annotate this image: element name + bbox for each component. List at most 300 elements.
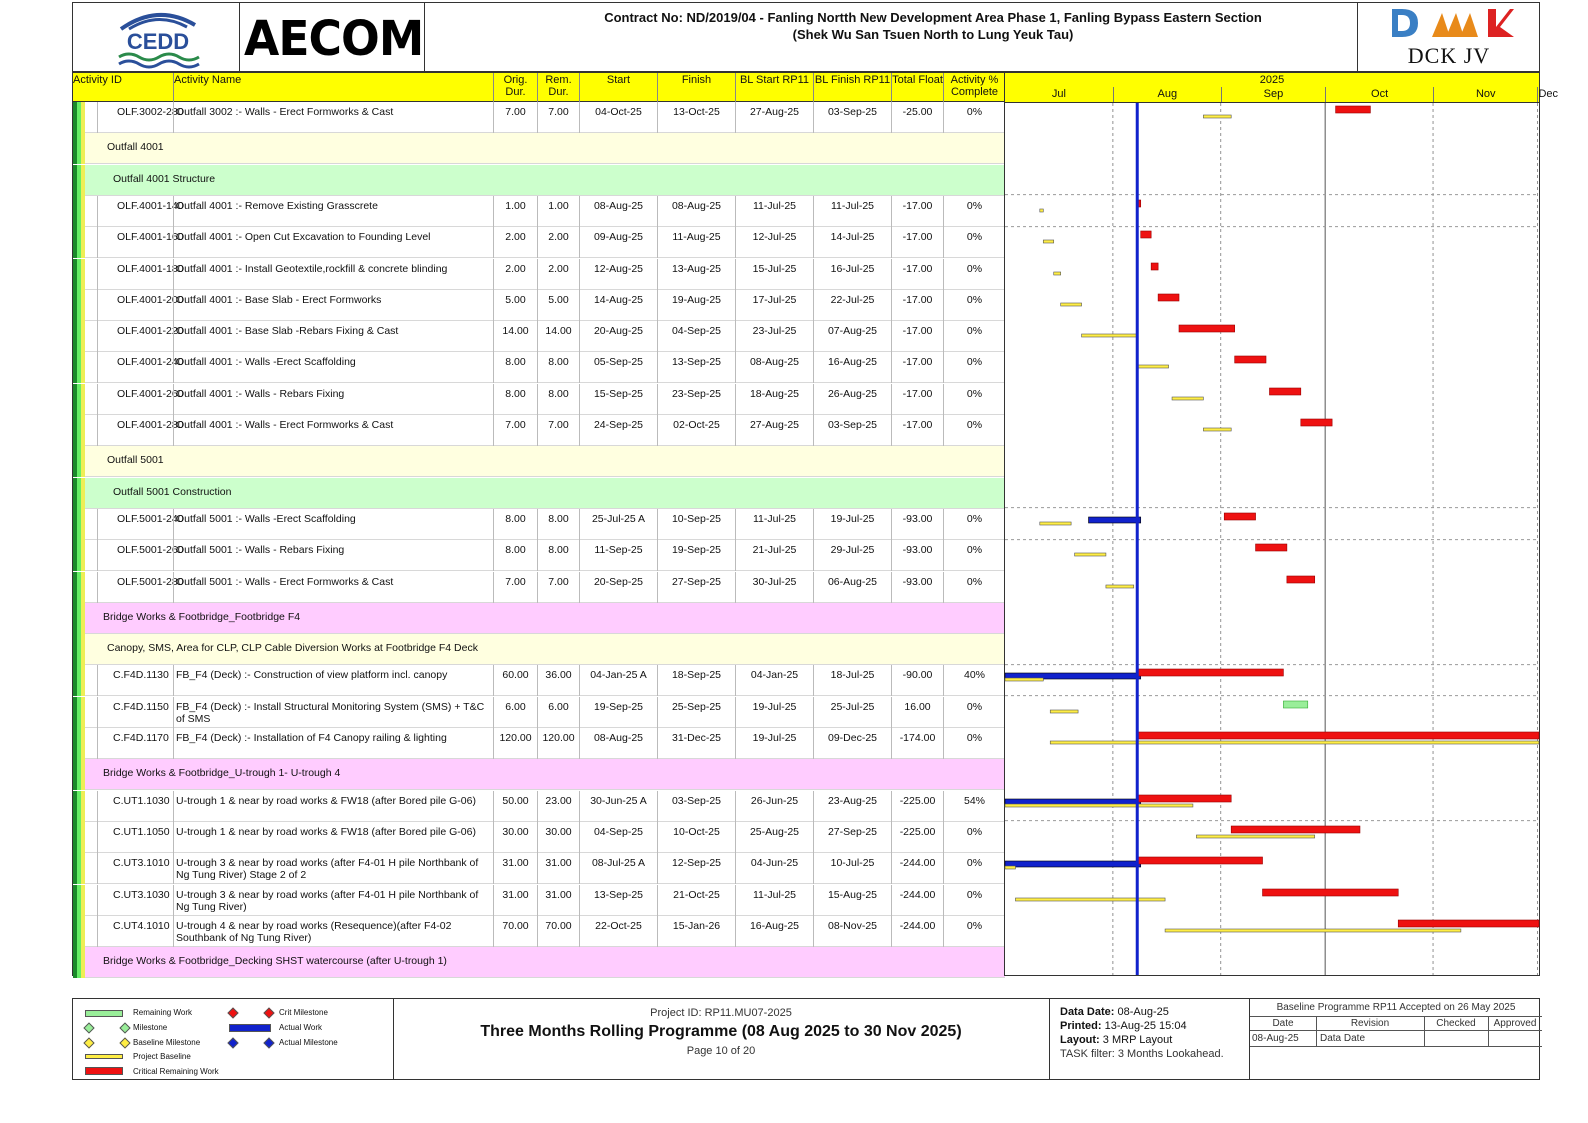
column-divider: [943, 572, 944, 603]
column-divider: [537, 791, 538, 822]
column-divider: [943, 196, 944, 227]
column-divider: [943, 290, 944, 321]
column-divider: [943, 540, 944, 571]
cell-bl-finish: 15-Aug-25: [827, 889, 878, 901]
gantt-critical-bar[interactable]: [1301, 419, 1332, 426]
wbs-level-stripe: [81, 227, 85, 258]
printed-value: 13-Aug-25 15:04: [1104, 1020, 1187, 1032]
cell-bl-finish: 22-Jul-25: [830, 294, 875, 306]
wbs-band-label: Outfall 5001 Construction: [113, 486, 232, 498]
gantt-critical-bar[interactable]: [1137, 669, 1283, 676]
column-divider: [579, 853, 580, 884]
cell-orig: 8.00: [505, 544, 526, 556]
column-divider: [735, 885, 736, 916]
wbs-level-stripe: [81, 478, 85, 509]
column-divider: [735, 665, 736, 696]
gantt-baseline-bar[interactable]: [1050, 710, 1078, 713]
cell-bl-start: 18-Aug-25: [749, 388, 800, 400]
column-divider: [97, 227, 98, 258]
cell-rem: 31.00: [545, 889, 572, 901]
column-divider: [657, 572, 658, 603]
column-divider: [657, 853, 658, 884]
column-divider: [173, 916, 174, 947]
col-activity-id[interactable]: Activity ID: [73, 74, 122, 86]
column-divider: [579, 196, 580, 227]
cell-pct: 0%: [966, 732, 983, 744]
legend-milestone-icon: [83, 1022, 94, 1033]
column-divider: [943, 791, 944, 822]
gantt-baseline-bar[interactable]: [1196, 835, 1314, 838]
cell-start: 25-Jul-25 A: [591, 513, 646, 525]
cell-rem: 36.00: [545, 669, 572, 681]
gantt-baseline-bar[interactable]: [1137, 365, 1168, 368]
column-divider: [579, 697, 580, 728]
wbs-band-label: Outfall 5001: [107, 454, 164, 466]
gantt-critical-bar[interactable]: [1179, 325, 1235, 332]
column-divider: [493, 791, 494, 822]
column-divider: [813, 728, 814, 759]
dck-logo: [1388, 5, 1516, 41]
column-divider: [657, 916, 658, 947]
gantt-baseline-bar[interactable]: [1075, 553, 1106, 556]
footer: [72, 998, 1540, 1080]
wbs-level-stripe: [81, 415, 85, 446]
table-row[interactable]: [73, 791, 1005, 822]
gantt-baseline-bar[interactable]: [1040, 209, 1043, 212]
column-divider: [173, 509, 174, 540]
table-row[interactable]: [73, 321, 1005, 352]
cell-rem: 6.00: [548, 701, 569, 713]
cell-bl-finish: 08-Nov-25: [827, 920, 878, 932]
cell-start: 11-Sep-25: [594, 544, 643, 556]
wbs-band-row[interactable]: [73, 603, 1005, 634]
cell-start: 19-Sep-25: [593, 701, 644, 713]
column-divider: [537, 916, 538, 947]
col-start[interactable]: Start: [579, 73, 657, 102]
cell-orig: 31.00: [502, 889, 529, 901]
col-pct-complete[interactable]: Activity % Complete: [943, 73, 1005, 102]
column-divider: [657, 384, 658, 415]
wbs-level-stripe: [81, 133, 85, 164]
column-divider: [493, 665, 494, 696]
column-divider: [97, 697, 98, 728]
table-row[interactable]: [73, 853, 1005, 884]
gantt-critical-bar[interactable]: [1398, 920, 1539, 927]
table-row[interactable]: [73, 697, 1005, 728]
column-divider: [493, 728, 494, 759]
cell-id: OLF.3002-280: [117, 106, 184, 118]
cell-finish: 11-Aug-25: [672, 231, 721, 243]
table-row[interactable]: [73, 290, 1005, 321]
col-bl-finish[interactable]: BL Finish RP11: [813, 73, 891, 102]
column-divider: [537, 259, 538, 290]
wbs-level-stripe: [81, 916, 85, 947]
gantt-baseline-bar[interactable]: [1172, 397, 1203, 400]
cell-name: U-trough 3 & near by road works (after F4-01 H pile Northbank of Ng Tung River) Stage 2 of 2: [176, 857, 479, 881]
column-divider: [943, 885, 944, 916]
gantt-month-nov: Nov: [1433, 87, 1537, 102]
table-row[interactable]: [73, 822, 1005, 853]
column-divider: [813, 227, 814, 258]
column-divider: [493, 196, 494, 227]
column-divider: [537, 352, 538, 383]
cell-bl-start: 04-Jun-25: [750, 857, 799, 869]
cell-finish: 10-Sep-25: [671, 513, 722, 525]
cell-finish: 03-Sep-25: [671, 795, 722, 807]
wbs-band-row[interactable]: [73, 133, 1005, 164]
gantt-critical-bar[interactable]: [1269, 388, 1300, 395]
column-divider: [537, 540, 538, 571]
gantt-critical-bar[interactable]: [1263, 889, 1399, 896]
wbs-level-stripe: [81, 165, 85, 196]
wbs-band-row[interactable]: [73, 759, 1005, 790]
gantt-critical-bar[interactable]: [1336, 106, 1371, 113]
wbs-level-stripe: [81, 572, 85, 603]
cell-name: Outfall 4001 :- Walls - Rebars Fixing: [176, 388, 345, 400]
gantt-critical-bar[interactable]: [1235, 356, 1266, 363]
gantt-critical-bar[interactable]: [1158, 294, 1179, 301]
column-divider: [579, 916, 580, 947]
cell-id: C.UT3.1030: [113, 889, 170, 901]
gantt-baseline-bar[interactable]: [1005, 804, 1193, 807]
column-divider: [493, 697, 494, 728]
cell-float: -17.00: [902, 231, 933, 243]
table-row[interactable]: [73, 196, 1005, 227]
column-divider: [173, 259, 174, 290]
cell-rem: 7.00: [548, 106, 569, 118]
cell-bl-finish: 16-Aug-25: [827, 356, 878, 368]
wbs-level-stripe: [81, 352, 85, 383]
legend-project-baseline: Project Baseline: [133, 1052, 191, 1061]
table-row[interactable]: [73, 384, 1005, 415]
column-divider: [657, 885, 658, 916]
column-divider: [735, 321, 736, 352]
cell-id: OLF.4001-160: [117, 231, 184, 243]
gantt-baseline-bar[interactable]: [1061, 303, 1082, 306]
gantt-critical-bar[interactable]: [1141, 231, 1151, 238]
gantt-baseline-bar[interactable]: [1005, 866, 1015, 869]
gantt-critical-bar[interactable]: [1256, 544, 1287, 551]
column-divider: [493, 822, 494, 853]
table-row[interactable]: [73, 916, 1005, 947]
col-bl-start[interactable]: BL Start RP11: [735, 73, 813, 102]
cell-float: -17.00: [902, 325, 933, 337]
column-divider: [735, 916, 736, 947]
table-row[interactable]: [73, 509, 1005, 540]
project-id: Project ID: RP11.MU07-2025: [650, 1007, 792, 1019]
gantt-baseline-bar[interactable]: [1043, 240, 1053, 243]
cell-pct: 0%: [966, 106, 983, 118]
table-row[interactable]: [73, 102, 1005, 133]
cell-bl-finish: 11-Jul-25: [831, 200, 874, 212]
cell-name: U-trough 1 & near by road works & FW18 (after Bored pile G-06): [176, 826, 476, 838]
column-divider: [493, 916, 494, 947]
column-divider: [173, 196, 174, 227]
gantt-baseline-bar[interactable]: [1005, 678, 1043, 681]
column-divider: [735, 102, 736, 133]
cell-start: 09-Aug-25: [593, 231, 644, 243]
cedd-logo-text: CEDD: [126, 29, 190, 54]
column-divider: [943, 352, 944, 383]
column-divider: [579, 665, 580, 696]
cell-bl-start: 11-Jul-25: [753, 889, 796, 901]
cell-name: Outfall 5001 :- Walls -Erect Scaffolding: [176, 513, 356, 525]
wbs-band-row[interactable]: [73, 446, 1005, 477]
col-activity-name[interactable]: Activity Name: [173, 73, 493, 102]
cell-finish: 15-Jan-26: [672, 920, 721, 932]
gantt-baseline-bar[interactable]: [1040, 522, 1071, 525]
cell-bl-start: 08-Aug-25: [749, 356, 800, 368]
cell-pct: 0%: [966, 388, 983, 400]
column-divider: [891, 321, 892, 352]
cell-bl-finish: 26-Aug-25: [827, 388, 878, 400]
wbs-level-stripe: [81, 509, 85, 540]
col-finish[interactable]: Finish: [657, 73, 735, 102]
column-divider: [173, 102, 174, 133]
column-divider: [97, 259, 98, 290]
column-divider: [579, 415, 580, 446]
table-row[interactable]: [73, 885, 1005, 916]
cell-id: OLF.5001-260: [117, 544, 184, 556]
column-divider: [173, 853, 174, 884]
column-divider: [173, 540, 174, 571]
wbs-level-stripe: [81, 102, 85, 133]
cell-bl-start: 17-Jul-25: [752, 294, 797, 306]
col-orig-dur[interactable]: Orig. Dur.: [493, 73, 537, 102]
cell-pct: 0%: [966, 826, 983, 838]
wbs-band-label: Bridge Works & Footbridge_Footbridge F4: [103, 611, 301, 623]
wbs-band-row[interactable]: [73, 634, 1005, 665]
table-row[interactable]: [73, 352, 1005, 383]
cell-float: -93.00: [902, 576, 933, 588]
column-divider: [735, 352, 736, 383]
revision-table: [1249, 999, 1542, 1079]
column-divider: [493, 415, 494, 446]
cell-bl-finish: 25-Jul-25: [830, 701, 875, 713]
column-divider: [579, 885, 580, 916]
column-divider: [891, 102, 892, 133]
column-divider: [943, 321, 944, 352]
column-divider: [493, 227, 494, 258]
activity-table: [72, 72, 1004, 976]
baseline-note: Baseline Programme RP11 Accepted on 26 May 2025: [1276, 1002, 1516, 1013]
gantt-baseline-bar[interactable]: [1203, 115, 1231, 118]
wbs-level-stripe: [81, 822, 85, 853]
legend-actual-swatch: [229, 1024, 271, 1032]
gantt-critical-bar[interactable]: [1137, 857, 1262, 864]
cell-float: -93.00: [902, 513, 933, 525]
cell-finish: 31-Dec-25: [671, 732, 722, 744]
column-divider: [173, 665, 174, 696]
column-divider: [813, 885, 814, 916]
wbs-level-stripe: [81, 446, 85, 477]
column-divider: [735, 728, 736, 759]
column-divider: [657, 822, 658, 853]
gantt-baseline-bar[interactable]: [1106, 585, 1134, 588]
column-divider: [813, 791, 814, 822]
cell-bl-start: 11-Jul-25: [753, 200, 796, 212]
cell-bl-start: 23-Jul-25: [752, 325, 797, 337]
column-divider: [891, 728, 892, 759]
cell-bl-start: 21-Jul-25: [752, 544, 797, 556]
cell-orig: 7.00: [505, 106, 526, 118]
gantt-critical-bar[interactable]: [1137, 795, 1231, 802]
cell-finish: 19-Aug-25: [671, 294, 722, 306]
cell-orig: 5.00: [505, 294, 526, 306]
column-divider: [537, 384, 538, 415]
data-date-value: 08-Aug-25: [1117, 1006, 1169, 1018]
gantt-baseline-bar[interactable]: [1082, 334, 1138, 337]
gantt-remaining-bar[interactable]: [1283, 701, 1307, 708]
cell-start: 20-Sep-25: [593, 576, 644, 588]
cell-pct: 0%: [966, 419, 983, 431]
column-divider: [173, 728, 174, 759]
table-row[interactable]: [73, 259, 1005, 290]
gantt-actual-bar[interactable]: [1005, 861, 1141, 867]
cell-pct: 0%: [966, 200, 983, 212]
cell-bl-start: 15-Jul-25: [752, 263, 797, 275]
contract-title-line1: Contract No: ND/2019/04 - Fanling Nortth New Development Area Phase 1, Fanling Bypass Eastern Section: [604, 10, 1262, 25]
column-divider: [579, 352, 580, 383]
cell-float: -244.00: [899, 889, 936, 901]
table-row[interactable]: [73, 665, 1005, 696]
rev-header-revision: Revision: [1350, 1018, 1390, 1029]
cell-id: OLF.4001-220: [117, 325, 184, 337]
column-divider: [813, 916, 814, 947]
column-divider: [173, 415, 174, 446]
cell-id: OLF.4001-140: [117, 200, 184, 212]
legend-crit-milestone-icon: [227, 1007, 238, 1018]
cell-start: 04-Oct-25: [595, 106, 642, 118]
data-date-label: Data Date:: [1060, 1006, 1115, 1018]
cell-bl-start: 26-Jun-25: [750, 795, 799, 807]
cell-pct: 0%: [966, 701, 983, 713]
column-divider: [579, 728, 580, 759]
legend-milestone: Milestone: [133, 1023, 168, 1032]
gantt-month-jul: Jul: [1051, 88, 1066, 100]
table-row[interactable]: [73, 540, 1005, 571]
cell-bl-finish: 23-Aug-25: [827, 795, 878, 807]
legend-critical-remaining-work: Critical Remaining Work: [133, 1067, 219, 1076]
wbs-band-label: Outfall 4001: [107, 141, 164, 153]
cell-pct: 40%: [963, 669, 985, 681]
cell-rem: 70.00: [545, 920, 572, 932]
gantt-critical-bar[interactable]: [1224, 513, 1255, 520]
gantt-baseline-bar[interactable]: [1165, 929, 1461, 932]
gantt-month-aug: Aug: [1113, 87, 1221, 102]
cell-float: -93.00: [902, 544, 933, 556]
cell-float: -17.00: [902, 388, 933, 400]
gantt-critical-bar[interactable]: [1287, 576, 1315, 583]
gantt-critical-bar[interactable]: [1151, 263, 1158, 270]
wbs-band-row[interactable]: [73, 165, 1005, 196]
contract-title-line2: (Shek Wu San Tsuen North to Lung Yeuk Tau): [792, 27, 1074, 42]
cell-pct: 0%: [966, 544, 983, 556]
table-row[interactable]: [73, 728, 1005, 759]
column-divider: [891, 509, 892, 540]
column-divider: [735, 415, 736, 446]
cell-float: -244.00: [899, 920, 936, 932]
cell-start: 05-Sep-25: [593, 356, 644, 368]
column-divider: [735, 290, 736, 321]
wbs-band-row[interactable]: [73, 947, 1005, 978]
cell-orig: 50.00: [502, 795, 529, 807]
column-divider: [579, 540, 580, 571]
table-row[interactable]: [73, 415, 1005, 446]
cell-name: Outfall 4001 :- Walls -Erect Scaffolding: [176, 356, 356, 368]
column-divider: [173, 791, 174, 822]
cell-bl-finish: 09-Dec-25: [827, 732, 878, 744]
column-divider: [537, 321, 538, 352]
table-row[interactable]: [73, 227, 1005, 258]
rev-line-1: [1250, 1016, 1542, 1017]
cell-bl-finish: 03-Sep-25: [827, 106, 878, 118]
cell-pct: 0%: [966, 576, 983, 588]
cell-bl-start: 27-Aug-25: [749, 106, 800, 118]
col-rem-dur[interactable]: Rem. Dur.: [537, 73, 579, 102]
gantt-baseline-bar[interactable]: [1054, 272, 1061, 275]
cell-rem: 2.00: [548, 263, 569, 275]
cell-name: Outfall 4001 :- Remove Existing Grasscrete: [176, 200, 378, 212]
column-divider: [657, 540, 658, 571]
cell-bl-finish: 10-Jul-25: [830, 857, 875, 869]
column-divider: [813, 102, 814, 133]
gantt-year: 2025: [1005, 73, 1539, 88]
column-divider: [735, 196, 736, 227]
cell-name: FB_F4 (Deck) :- Install Structural Monitoring System (SMS) + T&C of SMS: [176, 701, 485, 725]
cell-pct: 0%: [966, 294, 983, 306]
cell-start: 08-Jul-25 A: [591, 857, 646, 869]
cell-float: -244.00: [899, 857, 936, 869]
cell-orig: 120.00: [499, 732, 532, 744]
column-divider: [735, 227, 736, 258]
cell-float: -225.00: [899, 826, 936, 838]
column-divider: [891, 227, 892, 258]
cell-pct: 0%: [966, 920, 983, 932]
gantt-baseline-bar[interactable]: [1203, 428, 1231, 431]
cell-bl-start: 16-Aug-25: [749, 920, 800, 932]
column-divider: [657, 259, 658, 290]
gantt-baseline-bar[interactable]: [1015, 898, 1165, 901]
cell-start: 12-Aug-25: [593, 263, 644, 275]
cell-finish: 25-Sep-25: [671, 701, 722, 713]
cell-finish: 23-Sep-25: [671, 388, 722, 400]
gantt-critical-bar[interactable]: [1137, 732, 1539, 739]
cell-rem: 5.00: [548, 294, 569, 306]
column-divider: [97, 665, 98, 696]
rev-row-date: 08-Aug-25: [1252, 1033, 1299, 1044]
gantt-critical-bar[interactable]: [1231, 826, 1360, 833]
wbs-band-row[interactable]: [73, 478, 1005, 509]
gantt-baseline-bar[interactable]: [1050, 741, 1539, 744]
column-divider: [493, 540, 494, 571]
column-divider: [579, 102, 580, 133]
cell-bl-finish: 03-Sep-25: [827, 419, 878, 431]
column-divider: [891, 259, 892, 290]
wbs-level-stripe: [81, 728, 85, 759]
table-row[interactable]: [73, 572, 1005, 603]
column-divider: [735, 853, 736, 884]
cell-orig: 70.00: [502, 920, 529, 932]
column-divider: [735, 791, 736, 822]
gantt-actual-bar[interactable]: [1089, 517, 1141, 523]
column-divider: [97, 196, 98, 227]
wbs-level-stripe: [81, 697, 85, 728]
column-divider: [97, 572, 98, 603]
col-total-float[interactable]: Total Float: [891, 73, 943, 102]
column-divider: [943, 384, 944, 415]
legend-remaining-work: Remaining Work: [133, 1008, 192, 1017]
